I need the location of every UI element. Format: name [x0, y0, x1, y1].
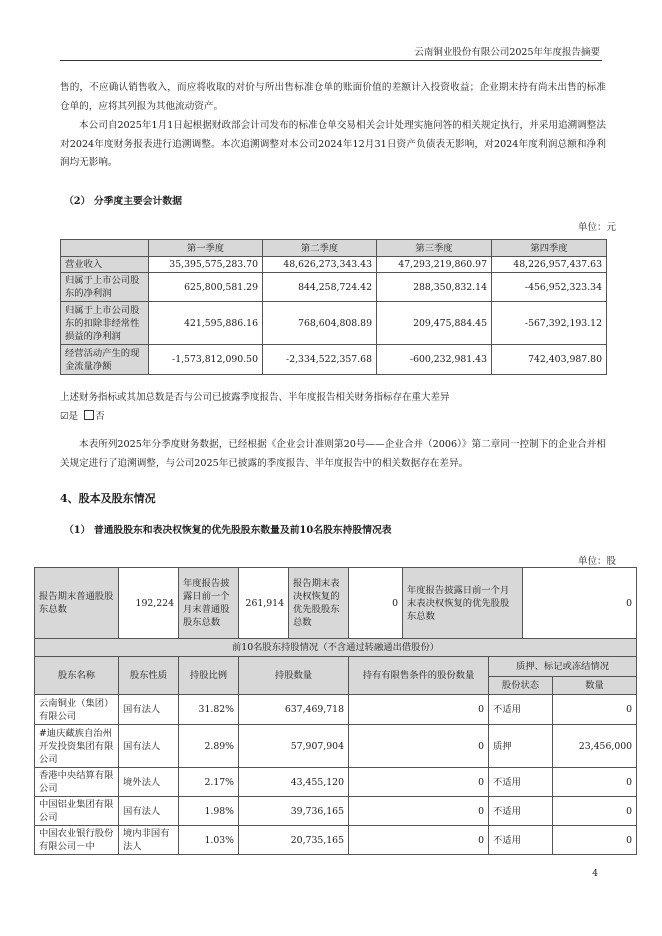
- cell-value: 48,226,957,437.63: [492, 257, 607, 273]
- top10-shareholders-table: [34, 638, 637, 855]
- shareholder-pledged: 0: [553, 768, 637, 797]
- shareholder-row: [35, 725, 637, 768]
- summary-value-1: 192,224: [119, 568, 179, 639]
- shareholder-pledged: 0: [553, 695, 637, 725]
- quarterly-header-q4: 第四季度: [492, 240, 607, 257]
- page-number: 4: [592, 869, 598, 879]
- row-label: 归属于上市公司股东的净利润: [61, 273, 149, 302]
- quarterly-row-revenue: [61, 257, 607, 273]
- quarterly-row-net-profit: [61, 273, 607, 302]
- cell-value: 421,595,886.16: [149, 302, 263, 345]
- shareholder-status: 质押: [489, 725, 553, 768]
- cell-value: 625,800,581.29: [149, 273, 263, 302]
- shareholder-restricted: 0: [349, 695, 489, 725]
- diff-question: 上述财务指标或其加总数是否与公司已披露季度报告、半年度报告相关财务指标存在重大差异: [60, 392, 450, 403]
- summary-label-3: 报告期末表决权恢复的优先股股东总数: [289, 568, 349, 639]
- shareholder-status: 不适用: [489, 768, 553, 797]
- quarterly-heading: （2） 分季度主要会计数据: [64, 196, 182, 207]
- shareholder-ratio: 2.17%: [179, 768, 239, 797]
- shareholder-restricted: 0: [349, 768, 489, 797]
- quarterly-header-row: [61, 240, 607, 257]
- cell-value: -567,392,193.12: [492, 302, 607, 345]
- shareholder-status: 不适用: [489, 797, 553, 826]
- shareholder-quantity: 43,455,120: [239, 768, 349, 797]
- unchecked-checkbox-icon[interactable]: [84, 410, 94, 420]
- top10-title-row: [35, 639, 637, 657]
- shareholder-ratio: 1.03%: [179, 826, 239, 855]
- yes-label: 是: [68, 411, 79, 422]
- shareholder-name: 中国农业银行股份有限公司－中: [35, 826, 119, 855]
- col-header-pledge-qty: 数量: [553, 677, 637, 695]
- section4-subheading: （1） 普通股股东和表决权恢复的优先股股东数量及前10名股东持股情况表: [64, 525, 392, 536]
- shareholder-name: 香港中央结算有限公司: [35, 768, 119, 797]
- quarterly-unit: 单位：元: [577, 222, 616, 233]
- cell-value: 768,604,808.89: [263, 302, 377, 345]
- summary-row: [35, 568, 637, 639]
- shareholder-quantity: 637,469,718: [239, 695, 349, 725]
- shareholder-pledged: 0: [553, 826, 637, 855]
- summary-label-4: 年度报告披露日前一个月末表决权恢复的优先股股东总数: [403, 568, 523, 639]
- shareholder-nature: 国有法人: [119, 725, 179, 768]
- top10-header-row-1: [35, 657, 637, 677]
- shareholder-restricted: 0: [349, 826, 489, 855]
- intro-paragraph-1: 售的，不应确认销售收入，而应将收取的对价与所出售标准仓单的账面价值的差额计入投资收益；企业期末持有尚未出售的标准仓单的，应将其列报为其他流动资产。: [60, 82, 606, 112]
- cell-value: 844,258,724.42: [263, 273, 377, 302]
- top10-title: 前10名股东持股情况（不含通过转融通出借股份）: [35, 639, 637, 657]
- shareholder-row: [35, 768, 637, 797]
- shareholder-ratio: 1.98%: [179, 797, 239, 826]
- cell-value: -2,334,522,357.68: [263, 345, 377, 375]
- shareholder-restricted: 0: [349, 725, 489, 768]
- section4-heading: 4、股本及股东情况: [60, 492, 156, 505]
- shareholder-nature: 境外法人: [119, 768, 179, 797]
- row-label: 经营活动产生的现金流量净额: [61, 345, 149, 375]
- shareholder-row: [35, 695, 637, 725]
- no-label: 否: [95, 411, 105, 422]
- checked-checkbox-icon[interactable]: ☑: [60, 411, 69, 422]
- col-header-quantity: 持股数量: [239, 657, 349, 695]
- col-header-pledge-status: 股份状态: [489, 677, 553, 695]
- summary-value-2: 261,914: [239, 568, 289, 639]
- cell-value: 288,350,832.14: [377, 273, 492, 302]
- header-divider: [60, 60, 602, 61]
- shareholder-status: 不适用: [489, 695, 553, 725]
- shareholder-pledged: 0: [553, 797, 637, 826]
- shareholder-restricted: 0: [349, 797, 489, 826]
- cell-value: 47,293,219,860.97: [377, 257, 492, 273]
- shareholder-nature: 国有法人: [119, 797, 179, 826]
- quarterly-header-q3: 第三季度: [377, 240, 492, 257]
- col-header-name: 股东名称: [35, 657, 119, 695]
- col-header-nature: 股东性质: [119, 657, 179, 695]
- col-header-pledge: 质押、标记或冻结情况: [489, 657, 637, 677]
- shareholder-quantity: 39,736,165: [239, 797, 349, 826]
- cell-value: 35,395,575,283.70: [149, 257, 263, 273]
- cell-value: -600,232,981.43: [377, 345, 492, 375]
- shareholder-name: 中国铝业集团有限公司: [35, 797, 119, 826]
- shareholder-row: [35, 826, 637, 855]
- quarterly-row-cash-flow: [61, 345, 607, 375]
- row-label: 营业收入: [61, 257, 149, 273]
- quarterly-table: [60, 239, 607, 375]
- shareholder-ratio: 31.82%: [179, 695, 239, 725]
- section4-unit: 单位：股: [577, 556, 616, 567]
- quarterly-explanation: 本表所列2025年分季度财务数据，已经根据《企业会计准则第20号——企业合并（2006）》第二章同一控制下的企业合并相关规定进行了追溯调整，与公司2025年已披露的季度报告、半年度报告中的相关数据存在差异。: [60, 439, 606, 469]
- col-header-restricted: 持有有限售条件的股份数量: [349, 657, 489, 695]
- cell-value: 209,475,884.45: [377, 302, 492, 345]
- shareholder-pledged: 23,456,000: [553, 725, 637, 768]
- col-header-ratio: 持股比例: [179, 657, 239, 695]
- shareholder-quantity: 20,735,165: [239, 826, 349, 855]
- cell-value: -1,573,812,090.50: [149, 345, 263, 375]
- quarterly-header-q1: 第一季度: [149, 240, 263, 257]
- shareholder-ratio: 2.89%: [179, 725, 239, 768]
- shareholder-status: 不适用: [489, 826, 553, 855]
- shareholder-quantity: 57,907,904: [239, 725, 349, 768]
- cell-value: -456,952,323.34: [492, 273, 607, 302]
- shareholder-nature: 境内非国有法人: [119, 826, 179, 855]
- summary-label-2: 年度报告披露日前一个月末普通股股东总数: [179, 568, 239, 639]
- shareholder-nature: 国有法人: [119, 695, 179, 725]
- summary-value-4: 0: [523, 568, 637, 639]
- report-header-title: 云南铜业股份有限公司2025年年度报告摘要: [414, 47, 600, 58]
- quarterly-header-q2: 第二季度: [263, 240, 377, 257]
- row-label: 归属于上市公司股东的扣除非经常性损益的净利润: [61, 302, 149, 345]
- cell-value: 742,403,987.80: [492, 345, 607, 375]
- summary-value-3: 0: [349, 568, 403, 639]
- cell-value: 48,626,273,343.43: [263, 257, 377, 273]
- diff-answer: [60, 408, 105, 422]
- quarterly-row-net-profit-deducted: [61, 302, 607, 345]
- intro-paragraph-2: 本公司自2025年1月1日起根据财政部会计司发布的标准仓单交易相关会计处理实施问答的相关规定执行，并采用追溯调整法对2024年度财务报表进行追溯调整。本次追溯调整对本公司2024年12月31日资产负债表无影响，对2024年度利润总额和净利润均无影响。: [60, 120, 606, 169]
- shareholder-row: [35, 797, 637, 826]
- shareholder-name: 云南铜业（集团）有限公司: [35, 695, 119, 725]
- shareholder-name: #迪庆藏族自治州开发投资集团有限公司: [35, 725, 119, 768]
- shareholder-summary-table: [34, 567, 637, 639]
- summary-label-1: 报告期末普通股股东总数: [35, 568, 119, 639]
- quarterly-header-blank: [61, 240, 149, 257]
